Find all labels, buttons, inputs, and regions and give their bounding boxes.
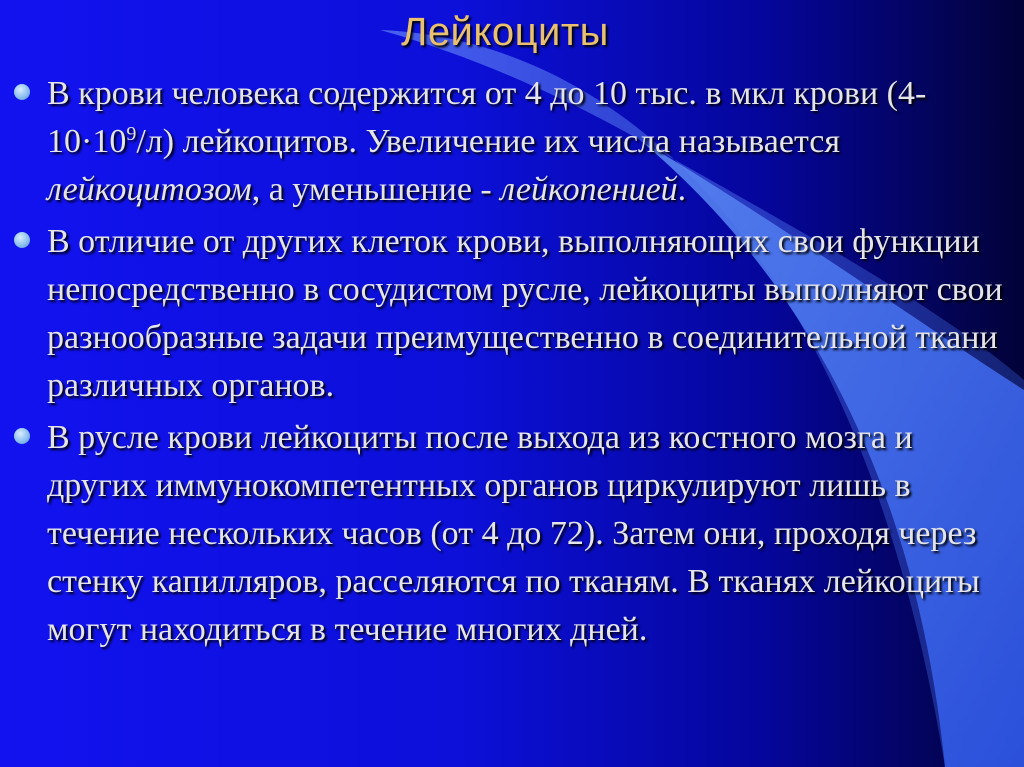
bullet-item: [14, 218, 1004, 410]
term-leukopenia: лейкопенией: [500, 171, 678, 208]
slide-title: Лейкоциты: [401, 10, 609, 54]
bullet-dot-icon: [14, 84, 30, 100]
bullet-dot-icon: [14, 428, 30, 444]
bullet-text: В крови человека содержится от 4 до 10 тыс. в мкл крови $(4-10\cdot 10^9/л)$ лейкоцитов. Увеличение их числа называется лейкоцитозом, а уменьшение - лейкопенией.: [47, 75, 927, 208]
bullet-text: В русле крови лейкоциты после выхода из костного мозга и других иммунокомпетентных органов циркулируют лишь в течение нескольких часов (от 4 до 72). Затем они, проходя через стенку капилляров, расселяются по тканям. В тканях лейкоциты могут находиться в течение многих дней.: [47, 419, 980, 648]
bullet-list: [14, 70, 1004, 658]
term-leukocytosis: лейкоцитозом: [47, 171, 252, 208]
bullet-text: В отличие от других клеток крови, выполняющих свои функции непосредственно в сосудистом русле, лейкоциты выполняют свои разнообразные задачи преимущественно в соединительной ткани различных органов.: [47, 223, 1003, 404]
bullet-item: [14, 70, 1004, 214]
bullet-item: [14, 414, 1004, 654]
bullet-dot-icon: [14, 232, 30, 248]
